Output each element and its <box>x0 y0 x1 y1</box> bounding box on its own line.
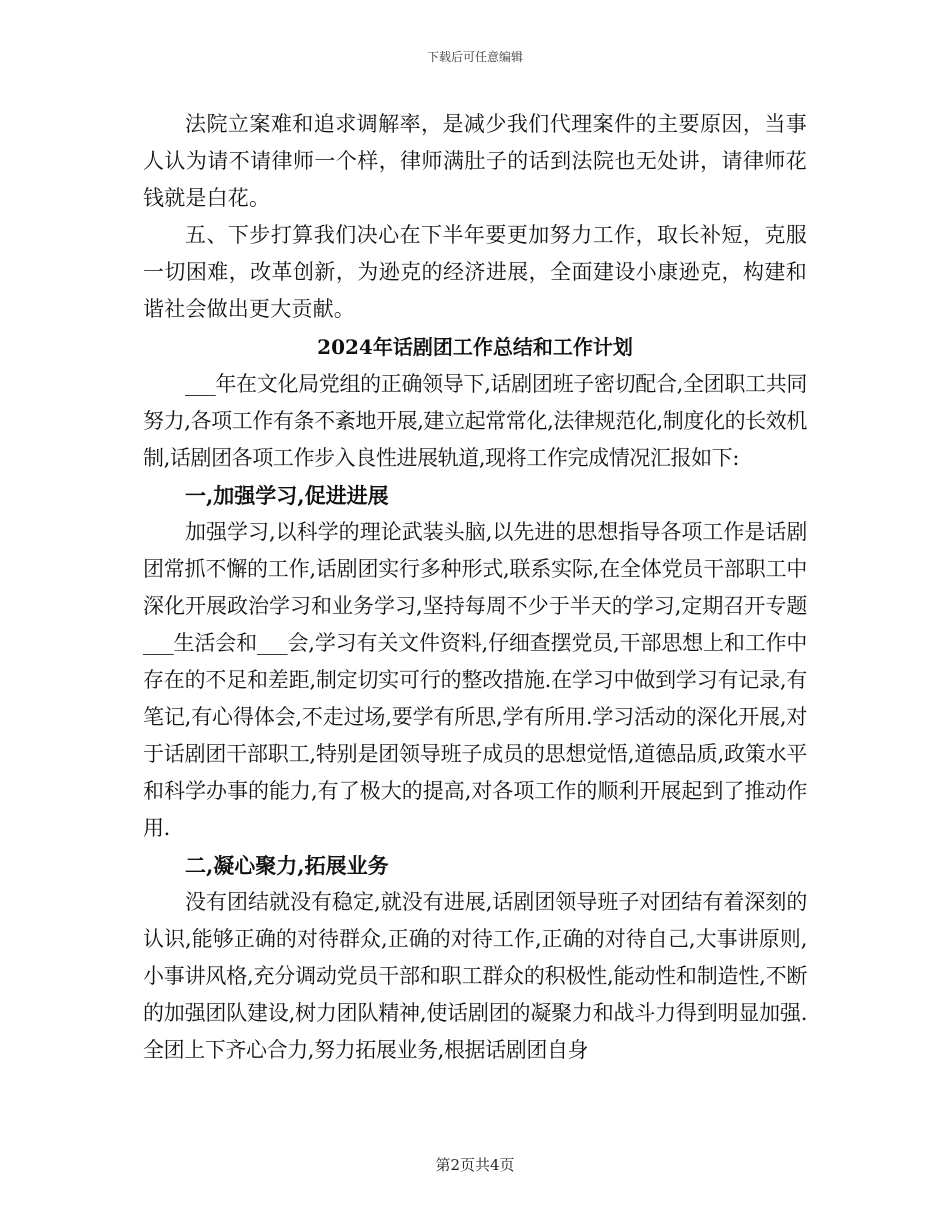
section-heading-1: 一,加强学习,促进进展 <box>185 483 389 508</box>
document-body <box>143 106 807 1069</box>
paragraph-intro: ___年在文化局党组的正确领导下,话剧团班子密切配合,全团职工共同努力,各项工作有条不紊地开展,建立起常常化,法律规范化,制度化的长效机制,话剧团各项工作步入良性进展轨道,现将工作完成情况汇报如下: <box>143 372 807 470</box>
section-body-1: 加强学习,以科学的理论武装头脑,以先进的思想指导各项工作是话剧团常抓不懈的工作,话剧团实行多种形式,联系实际,在全体党员干部职工中深化开展政治学习和业务学习,坚持每周不少于半天的学习,定期召开专题___生活会和___会,学习有关文件资料,仔细查摆党员,干部思想上和工作中存在的不足和差距,制定切实可行的整改措施.在学习中做到学习有记录,有笔记,有心得体会,不走过场,要学有所思,学有所用.学习活动的深化开展,对于话剧团干部职工,特别是团领导班子成员的思想觉悟,道德品质,政策水平和科学办事的能力,有了极大的提高,对各项工作的顺利开展起到了推动作用. <box>143 520 807 840</box>
page-footer: 第2页共4页 <box>435 1156 515 1174</box>
section-body-2: 没有团结就没有稳定,就没有进展,话剧团领导班子对团结有着深刻的认识,能够正确的对待群众,正确的对待工作,正确的对待自己,大事讲原则,小事讲风格,充分调动党员干部和职工群众的积极性,能动性和制造性,不断的加强团队建设,树力团队精神,使话剧团的凝聚力和战斗力得到明显加强.全团上下齐心合力,努力拓展业务,根据话剧团自身 <box>143 890 807 1062</box>
paragraph-court-difficulties: 法院立案难和追求调解率，是减少我们代理案件的主要原因，当事人认为请不请律师一个样，律师满肚子的话到法院也无处讲，请律师花钱就是白花。 <box>143 112 807 210</box>
section-heading-2: 二,凝心聚力,拓展业务 <box>185 853 389 878</box>
paragraph-next-steps: 五、下步打算我们决心在下半年要更加努力工作，取长补短，克服一切困难，改革创新，为逊克的经济进展，全面建设小康逊克，构建和谐社会做出更大贡献。 <box>143 223 807 321</box>
page-header-note: 下载后可任意编辑 <box>426 50 523 64</box>
document-title: 2024年话剧团工作总结和工作计划 <box>317 335 633 359</box>
